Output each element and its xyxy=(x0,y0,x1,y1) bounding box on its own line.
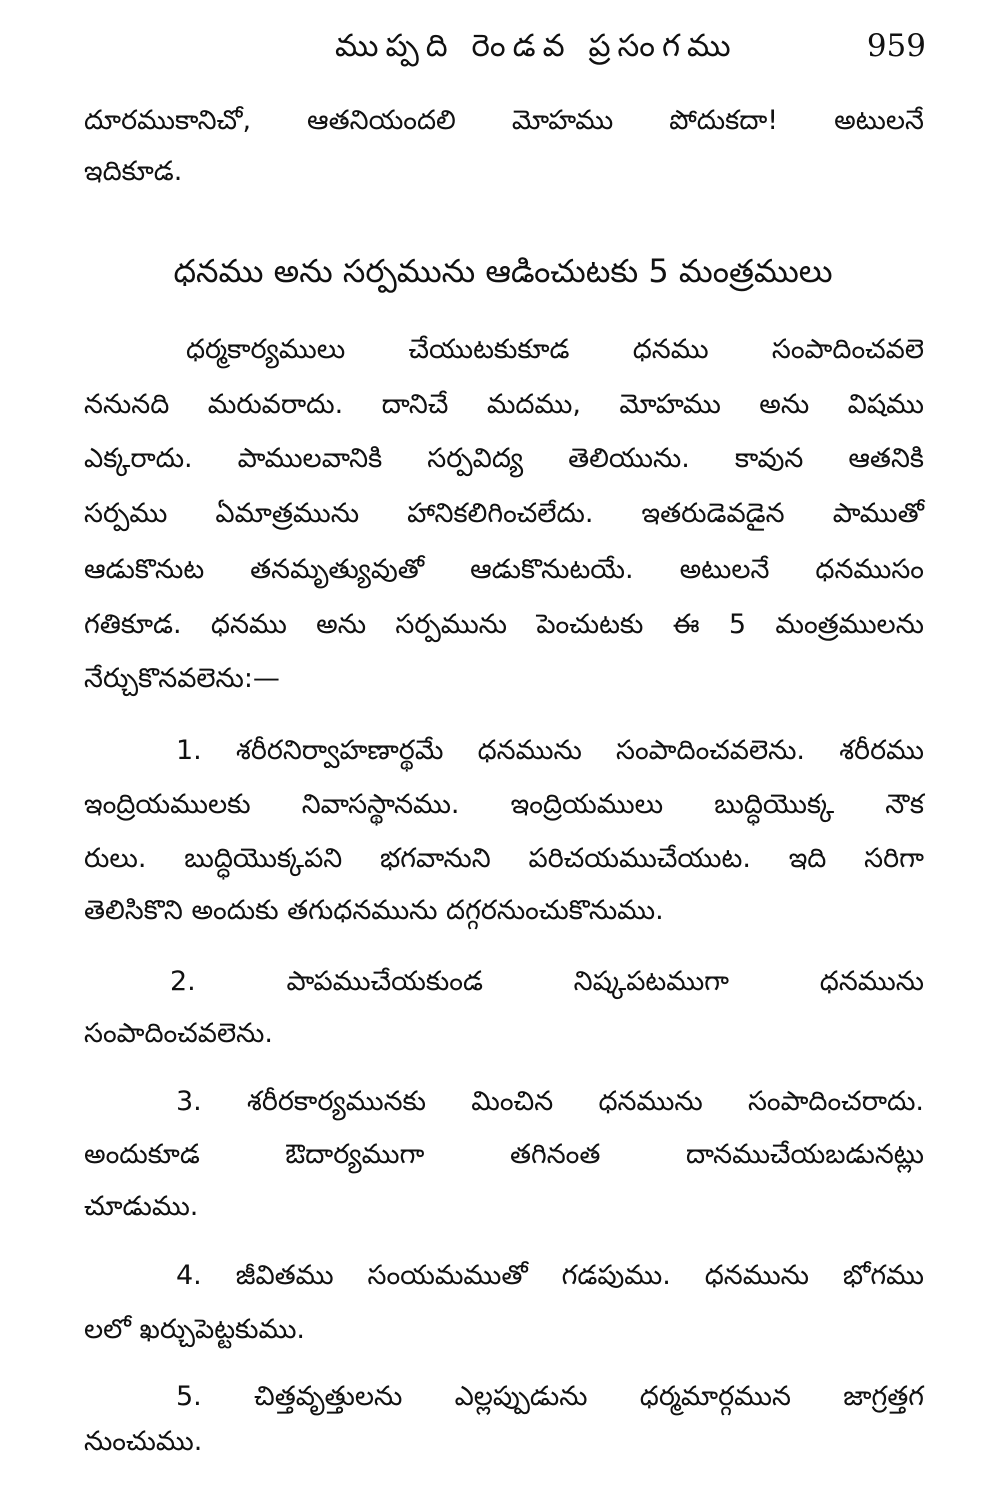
text-line: గతికూడ. ధనము అను సర్పమును పెంచుటకు ఈ 5 మంత్రములను xyxy=(84,609,924,640)
text-line: ననునది మరువరాదు. దానిచే మదము, మోహము అను విషము xyxy=(84,389,924,420)
text-line: రులు. బుద్ధియొక్కపని భగవానుని పరిచయముచేయుట. ఇది సరిగా xyxy=(84,843,924,874)
text-line: ఆడుకొనుట తనమృత్యువుతో ఆడుకొనుటయే. అటులనే ధనముసం xyxy=(84,554,924,585)
text-line: 3. శరీరకార్యమునకు మించిన ధనమును సంపాదించరాదు. xyxy=(176,1086,924,1117)
page-header xyxy=(80,22,930,72)
text-line: సర్పము ఏమాత్రమును హానికలిగించలేదు. ఇతరుడెవడైన పాముతో xyxy=(84,498,924,529)
text-line: ఎక్కరాదు. పాములవానికి సర్పవిద్య తెలియును. కావున ఆతనికి xyxy=(84,443,924,474)
text-line: 5. చిత్తవృత్తులను ఎల్లప్పుడును ధర్మమార్గమున జాగ్రత్తగ xyxy=(176,1381,924,1412)
running-header-title: ముప్పది రెండవ ప్రసంగము xyxy=(335,28,738,64)
text-line: 1. శరీరనిర్వాహణార్థమే ధనమును సంపాదించవలెను. శరీరము xyxy=(176,735,924,766)
text-line: 4. జీవితము సంయమముతో గడపుము. ధనమును భోగము xyxy=(176,1260,924,1291)
text-line: ఇదికూడ. xyxy=(84,156,183,187)
section-heading: ధనము అను సర్పమును ఆడించుటకు 5 మంత్రములు xyxy=(173,252,833,290)
text-line: నుంచుము. xyxy=(84,1426,203,1457)
text-line: 2. పాపముచేయకుండ నిష్కపటముగా ధనమును xyxy=(170,966,924,997)
text-line: సంపాదించవలెను. xyxy=(84,1018,273,1049)
text-line: ధర్మకార్యములు చేయుటకుకూడ ధనము సంపాదించవలె xyxy=(186,334,924,365)
text-line: నేర్చుకొనవలెను:— xyxy=(84,663,280,694)
text-line: ఇంద్రియములకు నివాసస్థానము. ఇంద్రియములు బుద్ధియొక్క నౌక xyxy=(84,789,924,820)
text-line: తెలిసికొని అందుకు తగుధనమును దగ్గరనుంచుకొనుము. xyxy=(84,895,664,926)
text-line: అందుకూడ ఔదార్యముగా తగినంత దానముచేయబడునట్లు xyxy=(84,1139,924,1170)
text-line: దూరముకానిచో, ఆతనియందలి మోహము పోదుకదా! అటులనే xyxy=(84,105,924,136)
page-number: 959 xyxy=(866,28,926,64)
text-line: చూడుము. xyxy=(84,1191,199,1222)
text-line: లలో ఖర్చుపెట్టకుము. xyxy=(84,1314,305,1345)
